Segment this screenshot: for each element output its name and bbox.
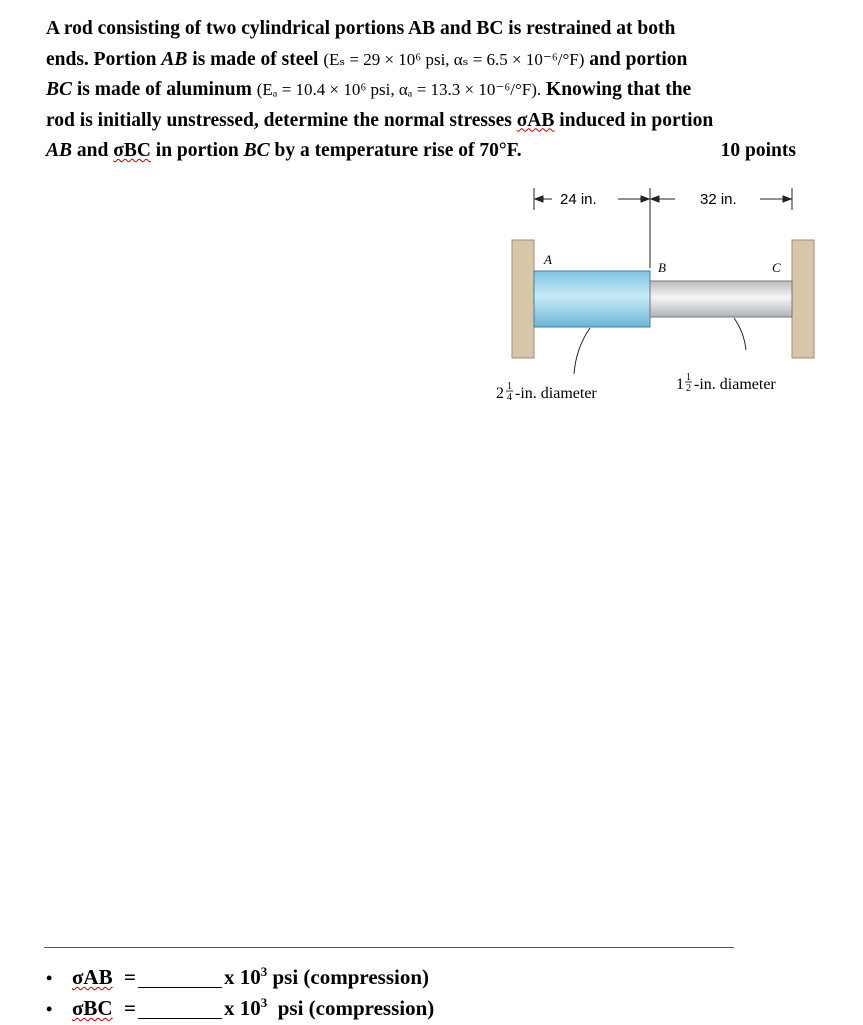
point-a-label: A	[544, 252, 552, 267]
steel-properties: (Eₛ = 29 × 10⁶ psi, αₛ = 6.5 × 10⁻⁶/°F)	[323, 49, 585, 69]
dim-ab-label: 24 in.	[560, 191, 597, 208]
leader-ab	[574, 328, 590, 374]
svg-text:1: 1	[686, 372, 691, 383]
answer-section	[46, 956, 434, 1018]
right-wall	[792, 240, 814, 358]
answer-sigma-bc-label: σBC	[72, 996, 113, 1020]
problem-line-2: ends. Portion AB is made of steel (Eₛ = 29 × 10⁶ psi, αₛ = 6.5 × 10⁻⁶/°F) and portion	[46, 48, 688, 70]
svg-text:2: 2	[686, 383, 691, 394]
rod-diagram	[490, 178, 840, 418]
answer-unit-sigma-bc: x $10^3$ psi (compression)	[224, 995, 435, 1020]
svg-text:1: 1	[507, 381, 512, 392]
svg-text:4: 4	[507, 392, 512, 403]
problem-line-4: rod is initially unstressed, determine the normal stresses σAB induced in portion	[46, 109, 714, 131]
diameter-ab-label	[496, 381, 597, 403]
problem-statement	[46, 14, 806, 167]
problem-line-1: A rod consisting of two cylindrical portions AB and BC is restrained at both	[46, 18, 676, 39]
answer-row-sigma-ab: • σAB = x $10^3$ psi (compression)	[46, 956, 434, 987]
problem-line-3: BC is made of aluminum (Eₐ = 10.4 × 10⁶ psi, αₐ = 13.3 × 10⁻⁶/°F). Knowing that the	[46, 79, 692, 100]
answer-row-sigma-bc: • σBC = x $10^3$ psi (compression)	[46, 987, 434, 1018]
bullet: •	[46, 968, 53, 988]
leader-bc	[734, 318, 746, 350]
diameter-bc-label	[676, 372, 776, 394]
aluminum-portion-bc	[650, 281, 792, 317]
point-b-label: B	[658, 260, 666, 275]
sigma-ab-symbol: σAB	[516, 109, 555, 131]
svg-text:-in. diameter: -in. diameter	[694, 376, 776, 393]
answer-blank-sigma-ab[interactable]	[138, 965, 222, 988]
divider-line	[44, 947, 734, 948]
points-label: 10 points	[720, 140, 796, 161]
svg-text:2: 2	[496, 385, 504, 402]
svg-text:1: 1	[676, 376, 684, 393]
aluminum-properties: (Eₐ = 10.4 × 10⁶ psi, αₐ = 13.3 × 10⁻⁶/°F).	[256, 80, 542, 99]
bullet: •	[46, 999, 53, 1019]
steel-portion-ab	[534, 271, 650, 327]
rod-figure	[490, 178, 840, 418]
point-c-label: C	[772, 260, 781, 275]
dim-bc-label: 32 in.	[700, 191, 737, 208]
problem-line-5: AB and σBC in portion BC by a temperature rise of 70°F. 10 points	[46, 136, 806, 167]
answer-sigma-ab-label: σAB	[72, 965, 113, 989]
sigma-bc-symbol: σBC	[113, 140, 151, 161]
left-wall	[512, 240, 534, 358]
answer-blank-sigma-bc[interactable]	[138, 996, 222, 1019]
svg-text:-in. diameter: -in. diameter	[515, 385, 597, 402]
answer-unit-sigma-ab: x $10^3$ psi (compression)	[224, 964, 430, 989]
